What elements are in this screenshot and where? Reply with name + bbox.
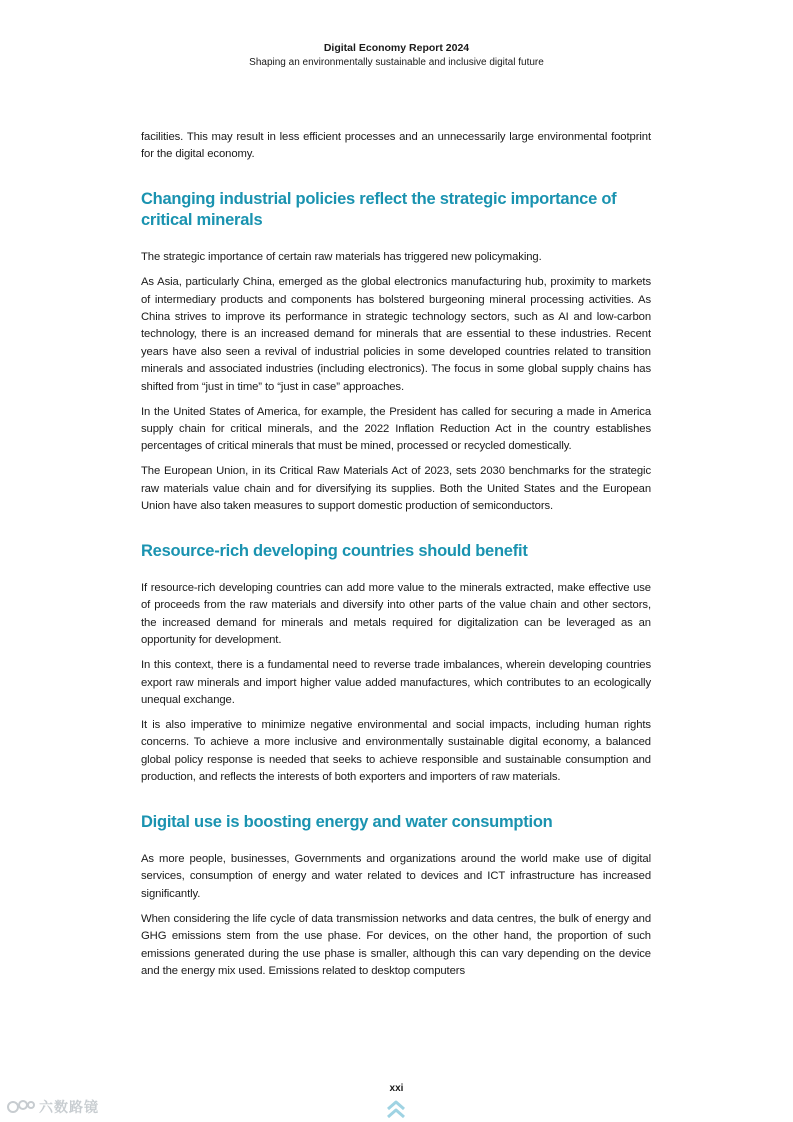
report-title: Digital Economy Report 2024 — [323, 42, 470, 54]
watermark — [6, 1096, 99, 1118]
section-heading-energy-water: Digital use is boosting energy and water consumption — [141, 812, 553, 831]
paragraph: The strategic importance of certain raw materials has triggered new policymaking. — [141, 251, 542, 264]
paragraph: The European Union, in its Critical Raw Materials Act of 2023, sets 2030 benchmarks for the strategic raw materials value chain and for diversifying its supplies. Both the United States and the European Union have also taken measures to support domestic production of semiconductors. — [141, 465, 651, 513]
watermark-logo-icon — [6, 1098, 36, 1116]
watermark-text: 六数路镜 — [39, 1099, 99, 1115]
page-header — [0, 42, 793, 70]
page-number: xxi — [389, 1083, 404, 1094]
paragraph: In this context, there is a fundamental need to reverse trade imbalances, wherein developing countries export raw minerals and import higher value added manufactures, which contributes to an ecologically unequal exchange. — [141, 659, 651, 706]
section-heading-resource-rich: Resource-rich developing countries should benefit — [141, 542, 528, 560]
section-heading-critical-minerals: Changing industrial policies reflect the strategic importance of critical minerals — [141, 190, 617, 230]
paragraph: When considering the life cycle of data transmission networks and data centres, the bulk of energy and GHG emissions stem from the use phase. For devices, on the other hand, the proportion of such emissions generated during the use phase is smaller, although this can vary depending on the device and the energy mix used. Emissions related to desktop computers — [141, 912, 651, 977]
chevron-up-icon — [386, 1098, 406, 1120]
paragraph: In the United States of America, for example, the President has called for securing a made in America supply chain for critical minerals, and the 2022 Inflation Reduction Act in the country establishes percentages of critical minerals that must be mined, processed or recycled domestically. — [141, 405, 651, 453]
paragraph: As Asia, particularly China, emerged as the global electronics manufacturing hub, proximity to markets of intermediary products and components has bolstered burgeoning mineral processing activities. As China strives to improve its performance in strategic technology sectors, such as AI and low-carbon technology, there is an increased demand for minerals that are essential to these industries. Recent years have also seen a revival of industrial policies in some developed countries related to transition minerals and associated industries (including electronics). The focus in some global supply chains has shifted from “just in time” to “just in case” approaches. — [141, 276, 651, 393]
paragraph: It is also imperative to minimize negative environmental and social impacts, including human rights concerns. To achieve a more inclusive and environmentally sustainable digital economy, a balanced global policy response is needed that seeks to achieve responsible and sustainable consumption and production, and reflects the interests of both exporters and importers of raw materials. — [141, 718, 651, 784]
paragraph: As more people, businesses, Governments and organizations around the world make use of digital services, consumption of energy and water related to devices and ICT infrastructure has increased significantly. — [141, 852, 651, 900]
intro-paragraph: facilities. This may result in less efficient processes and an unnecessarily large environmental footprint for the digital economy. — [141, 131, 651, 161]
page-content — [141, 129, 651, 988]
paragraph: If resource-rich developing countries can add more value to the minerals extracted, make effective use of proceeds from the raw materials and diversify into other parts of the value chain and other sectors, the increased demand for minerals and metals required for digitalization can be leveraged as an opportunity for development. — [141, 582, 651, 647]
report-subtitle: Shaping an environmentally sustainable and inclusive digital future — [249, 57, 544, 68]
